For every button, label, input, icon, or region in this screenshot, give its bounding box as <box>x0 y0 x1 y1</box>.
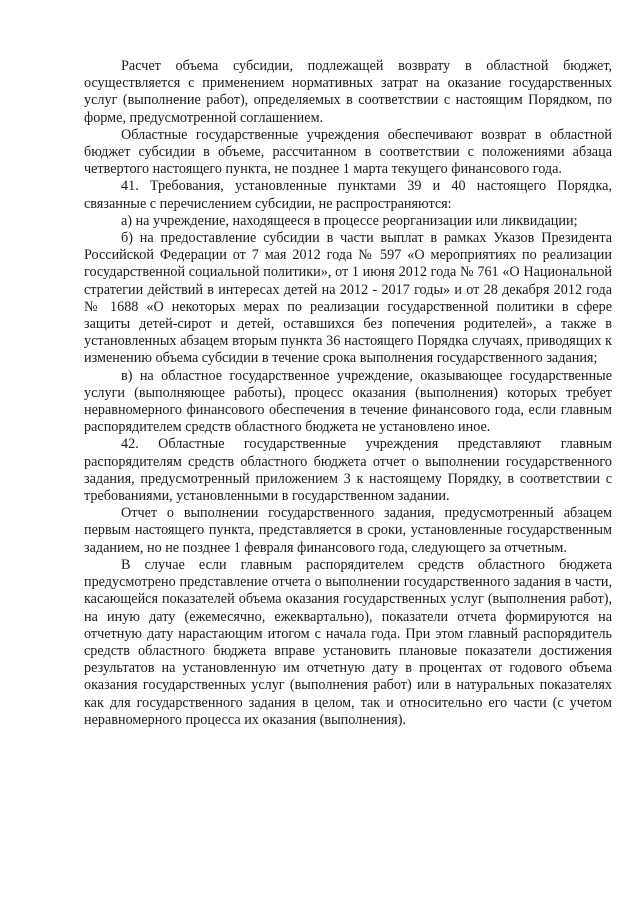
paragraph-item-41-b: б) на предоставление субсидии в части выплат в рамках Указов Президента Российской Федерации от 7 мая 2012 года № 597 «О мероприятиях по реализации государственной социальной политики», от 1 июня 2012 года № 761 «О Национальной стратегии действий в интересах детей на 2012 - 2017 годы» и от 28 декабря 2012 года № 1688 «О некоторых мерах по реализации государственной политики в сфере защиты детей-сирот и детей, оставшихся без попечения родителей», а также в установленных абзацем вторым пункта 36 настоящего Порядка случаях, приводящих к изменению объема субсидии в течение срока выполнения государственного задания; <box>84 230 612 367</box>
paragraph-report-deadline: Отчет о выполнении государственного задания, предусмотренный абзацем первым настоящего пункта, представляется в сроки, установленные государственным заданием, но не позднее 1 февраля финансового года, следующего за отчетным. <box>84 505 612 556</box>
paragraph-item-41-a: а) на учреждение, находящееся в процессе реорганизации или ликвидации; <box>121 212 578 229</box>
paragraph-item-41: 41. Требования, установленные пунктами 39 и 40 настоящего Порядка, связанные с перечислением субсидии, не распространяются: <box>84 178 612 212</box>
paragraph-item-41-v: в) на областное государственное учреждение, оказывающее государственные услуги (выполняющее работы), процесс оказания (выполнения) которых требует неравномерного финансового обеспечения в течение финансового года, если главным распорядителем средств областного бюджета не установлено иное. <box>84 367 612 436</box>
paragraph-item-42: 42. Областные государственные учреждения представляют главным распорядителям средств областного бюджета отчет о выполнении государственного задания, предусмотренный приложением 3 к настоящему Порядку, в соответствии с требованиями, установленными в государственном задании. <box>84 436 612 505</box>
paragraph-report-interim: В случае если главным распорядителем средств областного бюджета предусмотрено представление отчета о выполнении государственного задания в части, касающейся показателей объема оказания государственных услуг (выполнения работ), на иную дату (ежемесячно, ежеквартально), показатели отчета формируются на отчетную дату нарастающим итогом с начала года. При этом главный распорядитель средств областного бюджета вправе установить плановые показатели достижения результатов на установленную им отчетную дату в процентах от годового объема оказания государственных услуг (выполнения работ) или в натуральных показателях как для государственного задания в целом, так и относительно его части (с учетом неравномерного процесса их оказания (выполнения). <box>84 556 612 728</box>
document-body <box>84 58 612 729</box>
paragraph-subsidy-return: Областные государственные учреждения обеспечивают возврат в областной бюджет субсидии в объеме, рассчитанном в соответствии с положениями абзаца четвертого настоящего пункта, не позднее 1 марта текущего финансового года. <box>84 126 612 178</box>
paragraph-subsidy-calculation: Расчет объема субсидии, подлежащей возврату в областной бюджет, осуществляется с применением нормативных затрат на оказание государственных услуг (выполнение работ), определяемых в соответствии с настоящим Порядком, по форме, предусмотренной соглашением. <box>84 58 612 126</box>
